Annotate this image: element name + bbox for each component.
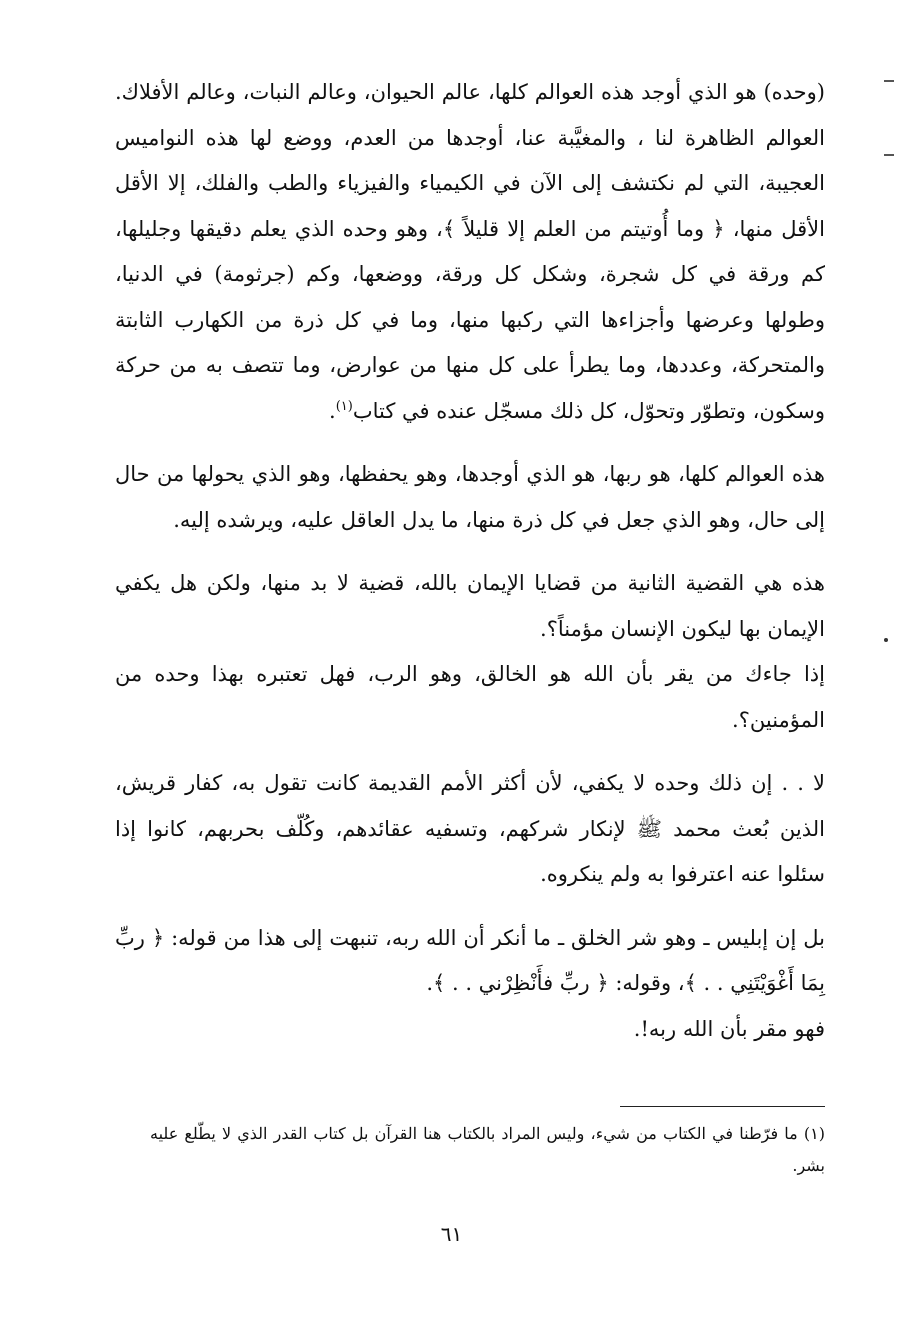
paragraph-5: لا . . إن ذلك وحده لا يكفي، لأن أكثر الأمم القديمة كانت تقول به، كفار قريش، الذين بُعث محمد ﷺ لإنكار شركهم، وتسفيه عقائدهم، وكُلّف بحربهم، كانوا إذا سئلوا عنه اعترفوا به ولم ينكروه. — [115, 771, 825, 886]
footnote: (١) ما فرّطنا في الكتاب من شيء، وليس المراد بالكتاب هنا القرآن بل كتاب القدر الذي لا يطّلع عليه بشر. — [150, 1124, 825, 1175]
paragraph-3: هذه هي القضية الثانية من قضايا الإيمان بالله، قضية لا بد منها، ولكن هل يكفي الإيمان بها ليكون الإنسان مؤمناً؟. — [115, 571, 826, 641]
paragraph-6: بل إن إبليس ـ وهو شر الخلق ـ ما أنكر أن الله ربه، تنبهت إلى هذا من قوله: ﴿ ربِّ بِمَا أَغْوَيْتَنِي . . ﴾، وقوله: ﴿ ربِّ فأَنْظِرْني . . ﴾. — [115, 925, 825, 995]
paragraph-4: إذا جاءك من يقر بأن الله هو الخالق، وهو الرب، فهل تعتبره بهذا وحده من المؤمنين؟. — [115, 662, 825, 732]
paragraph-7: فهو مقر بأن الله ربه!. — [633, 1016, 825, 1041]
page-number: ٦١ — [440, 1222, 463, 1246]
margin-mark — [884, 638, 888, 642]
footnote-reference[interactable]: (١) — [335, 398, 353, 414]
margin-mark — [884, 154, 894, 156]
paragraph-2: هذه العوالم كلها، هو ربها، هو الذي أوجدها، وهو يحفظها، وهو الذي يحولها من حال إلى حال، وهو الذي جعل في كل ذرة منها، ما يدل العاقل عليه، ويرشده إليه. — [115, 462, 825, 532]
margin-mark — [884, 80, 894, 82]
paragraph-1: (وحده) هو الذي أوجد هذه العوالم كلها، عالم الحيوان، وعالم النبات، وعالم الأفلاك. العوالم الظاهرة لنا ، والمغيَّبة عنا، أوجدها من العدم، ووضع لها هذه النواميس العجيبة، التي لم نكتشف إلى الآن في الكيمياء والفيزياء والطب والفلك، إلا الأقل الأقل منها، ﴿ وما أُوتيتم من العلم إلا قليلاً ﴾، وهو وحده الذي يعلم دقيقها وجليلها، كم ورقة في كل شجرة، وشكل كل ورقة، ووضعها، وكم (جرثومة) في الدنيا، وطولها وعرضها وأجزاءها التي ركبها منها، وما في كل ذرة من الكهارب الثابتة والمتحركة، وعددها، وما يطرأ على كل منها من عوارض، وما تتصف به من حركة وسكون، وتطوّر وتحوّل، كل ذلك مسجّل عنده في كتاب$^{(١)}$. — [115, 80, 825, 423]
footnote-divider — [620, 1106, 825, 1107]
main-text — [115, 70, 825, 1052]
